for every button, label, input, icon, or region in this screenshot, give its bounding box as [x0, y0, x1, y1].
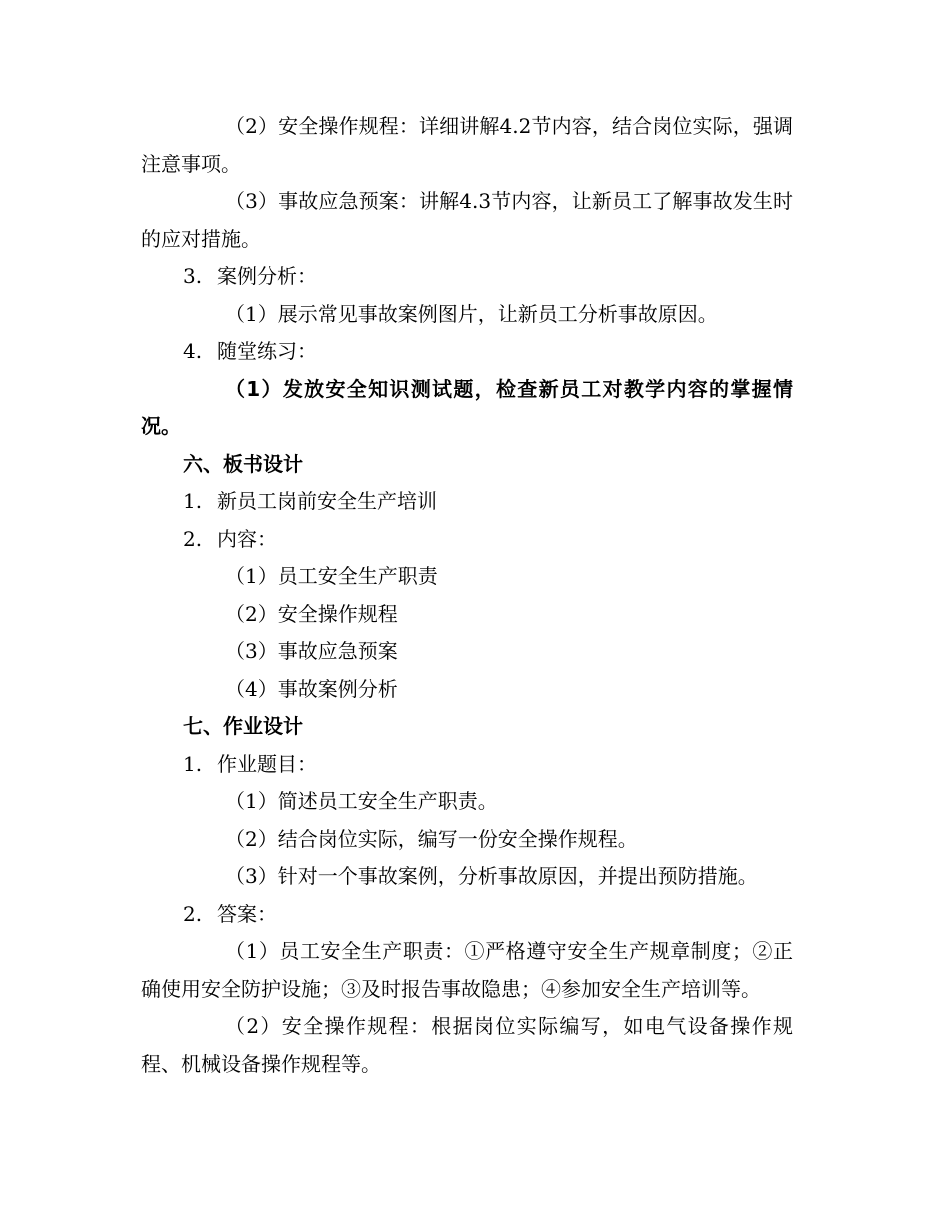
sub-item-duties: （1）员工安全生产职责	[225, 564, 438, 588]
list-item-case-analysis	[141, 258, 793, 296]
list-item-text: 作业题目：	[217, 751, 317, 776]
list-item-homework-topics	[141, 746, 793, 784]
paragraph-quiz-bold: （1）发放安全知识测试题，检查新员工对教学内容的掌握情况。	[141, 376, 793, 438]
list-item-text: 随堂练习：	[217, 339, 317, 363]
section-heading-homework: 七、作业设计	[183, 714, 303, 738]
sub-item-rules: （2）安全操作规程	[225, 601, 398, 626]
list-item-text: 案例分析：	[217, 264, 317, 288]
list-number: 2.	[183, 526, 203, 551]
list-number: 3.	[183, 264, 203, 288]
sub-item-homework-1: （1）简述员工安全生产职责。	[225, 789, 498, 813]
document-body	[141, 108, 793, 1083]
sub-item-case: （4）事故案例分析	[225, 676, 398, 701]
paragraph-answer-rules: （2）安全操作规程：根据岗位实际编写，如电气设备操作规程、机械设备操作规程等。	[141, 1014, 793, 1076]
list-item-text: 答案：	[217, 901, 277, 926]
list-item-text: 新员工岗前安全生产培训	[217, 489, 437, 513]
paragraph-answer-duties: （1）员工安全生产职责：①严格遵守安全生产规章制度；②正确使用安全防护设施；③及时报告事故隐患；④参加安全生产培训等。	[141, 939, 793, 1001]
list-item-text: 内容：	[217, 526, 277, 551]
paragraph-emergency-plan: （3）事故应急预案：讲解4.3节内容，让新员工了解事故发生时的应对措施。	[141, 189, 793, 251]
list-item-practice	[141, 333, 793, 371]
list-number: 4.	[183, 339, 203, 363]
sub-item-emergency: （3）事故应急预案	[225, 639, 398, 663]
list-item-board-title	[141, 483, 793, 521]
list-item-board-content	[141, 521, 793, 559]
sub-item-show-cases: （1）展示常见事故案例图片，让新员工分析事故原因。	[225, 301, 718, 326]
sub-item-homework-2: （2）结合岗位实际，编写一份安全操作规程。	[225, 826, 638, 851]
sub-item-homework-3: （3）针对一个事故案例，分析事故原因，并提出预防措施。	[225, 864, 758, 888]
list-number: 1.	[183, 751, 203, 776]
list-number: 1.	[183, 489, 203, 513]
section-heading-board-design: 六、板书设计	[183, 451, 303, 476]
list-number: 2.	[183, 901, 203, 926]
list-item-answers	[141, 896, 793, 934]
paragraph-safety-rules: （2）安全操作规程：详细讲解4.2节内容，结合岗位实际，强调注意事项。	[141, 114, 793, 176]
